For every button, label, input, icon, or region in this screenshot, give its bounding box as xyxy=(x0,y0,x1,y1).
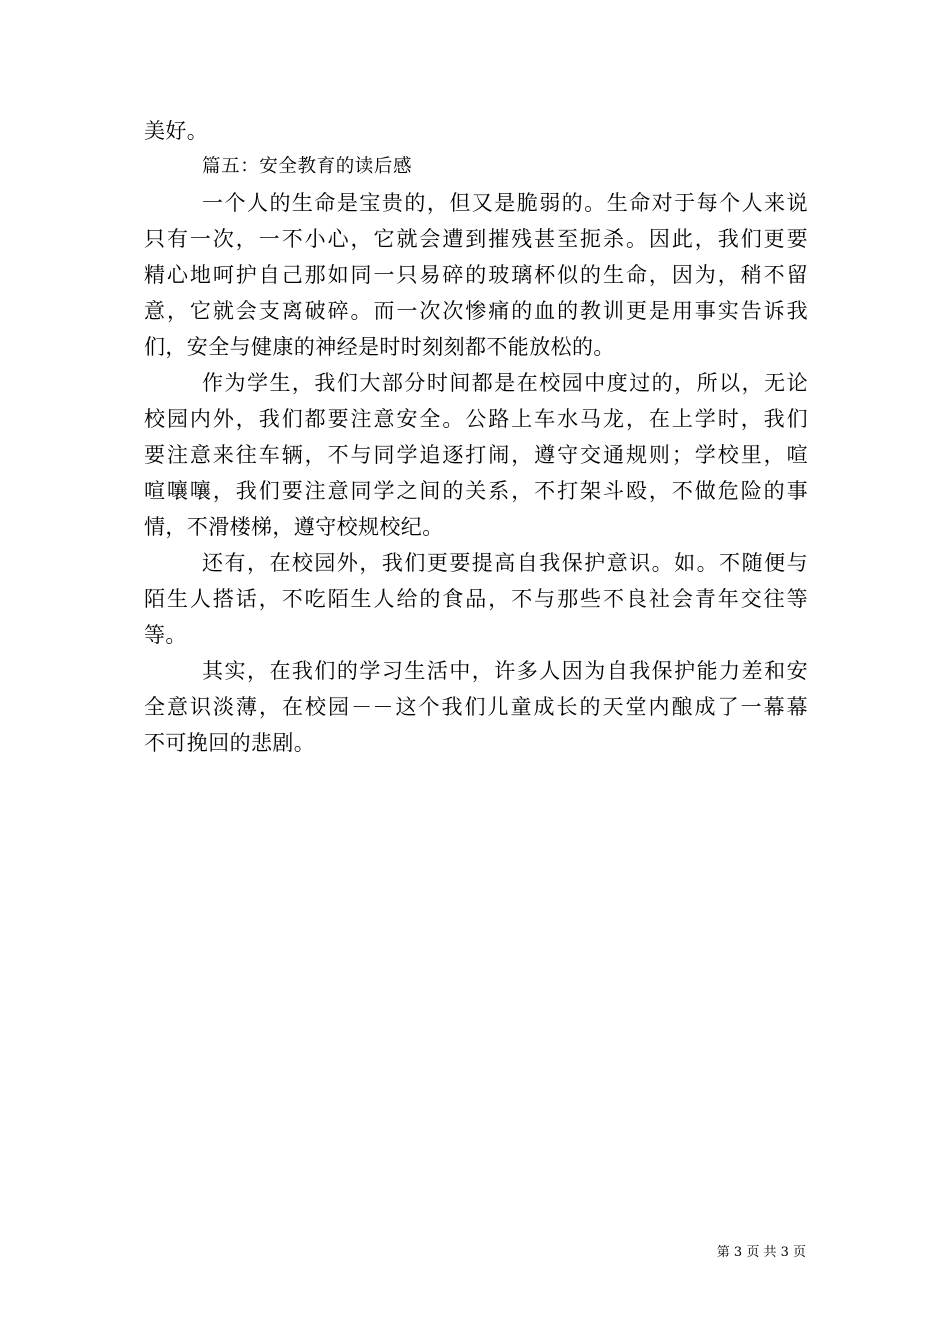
paragraph-line: 意，它就会支离破碎。而一次次惨痛的血的教训更是用事实告诉我 xyxy=(144,299,808,323)
paragraph-line: 全意识淡薄，在校园－－这个我们儿童成长的天堂内酿成了一幕幕 xyxy=(144,695,808,719)
paragraph-line: 还有，在校园外，我们更要提高自我保护意识。如。不随便与 xyxy=(202,551,808,575)
page-number-footer: 第 3 页 共 3 页 xyxy=(716,1245,806,1260)
paragraph-line: 情，不滑楼梯，遵守校规校纪。 xyxy=(144,515,444,539)
paragraph-line: 一个人的生命是宝贵的，但又是脆弱的。生命对于每个人来说 xyxy=(202,191,808,215)
paragraph-line: 不可挽回的悲剧。 xyxy=(144,731,316,755)
paragraph-line: 陌生人搭话，不吃陌生人给的食品，不与那些不良社会青年交往等 xyxy=(144,587,808,611)
paragraph-line: 等。 xyxy=(144,623,187,647)
paragraph-line: 其实，在我们的学习生活中，许多人因为自我保护能力差和安 xyxy=(202,659,808,683)
paragraph-line: 们，安全与健康的神经是时时刻刻都不能放松的。 xyxy=(144,335,615,359)
paragraph-line: 要注意来往车辆，不与同学追逐打闹，遵守交通规则；学校里，喧 xyxy=(144,443,808,467)
paragraph-line: 校园内外，我们都要注意安全。公路上车水马龙，在上学时，我们 xyxy=(144,407,808,431)
body-text xyxy=(144,113,808,761)
paragraph-line: 美好。 xyxy=(144,119,209,143)
paragraph-line: 作为学生，我们大部分时间都是在校园中度过的，所以，无论 xyxy=(202,371,808,395)
section-heading: 篇五：安全教育的读后感 xyxy=(202,156,413,177)
paragraph-line: 精心地呵护自己那如同一只易碎的玻璃杯似的生命，因为，稍不留 xyxy=(144,263,808,287)
paragraph-line: 喧嚷嚷，我们要注意同学之间的关系，不打架斗殴，不做危险的事 xyxy=(144,479,808,503)
paragraph-line: 只有一次，一不小心，它就会遭到摧残甚至扼杀。因此，我们更要 xyxy=(144,227,808,251)
